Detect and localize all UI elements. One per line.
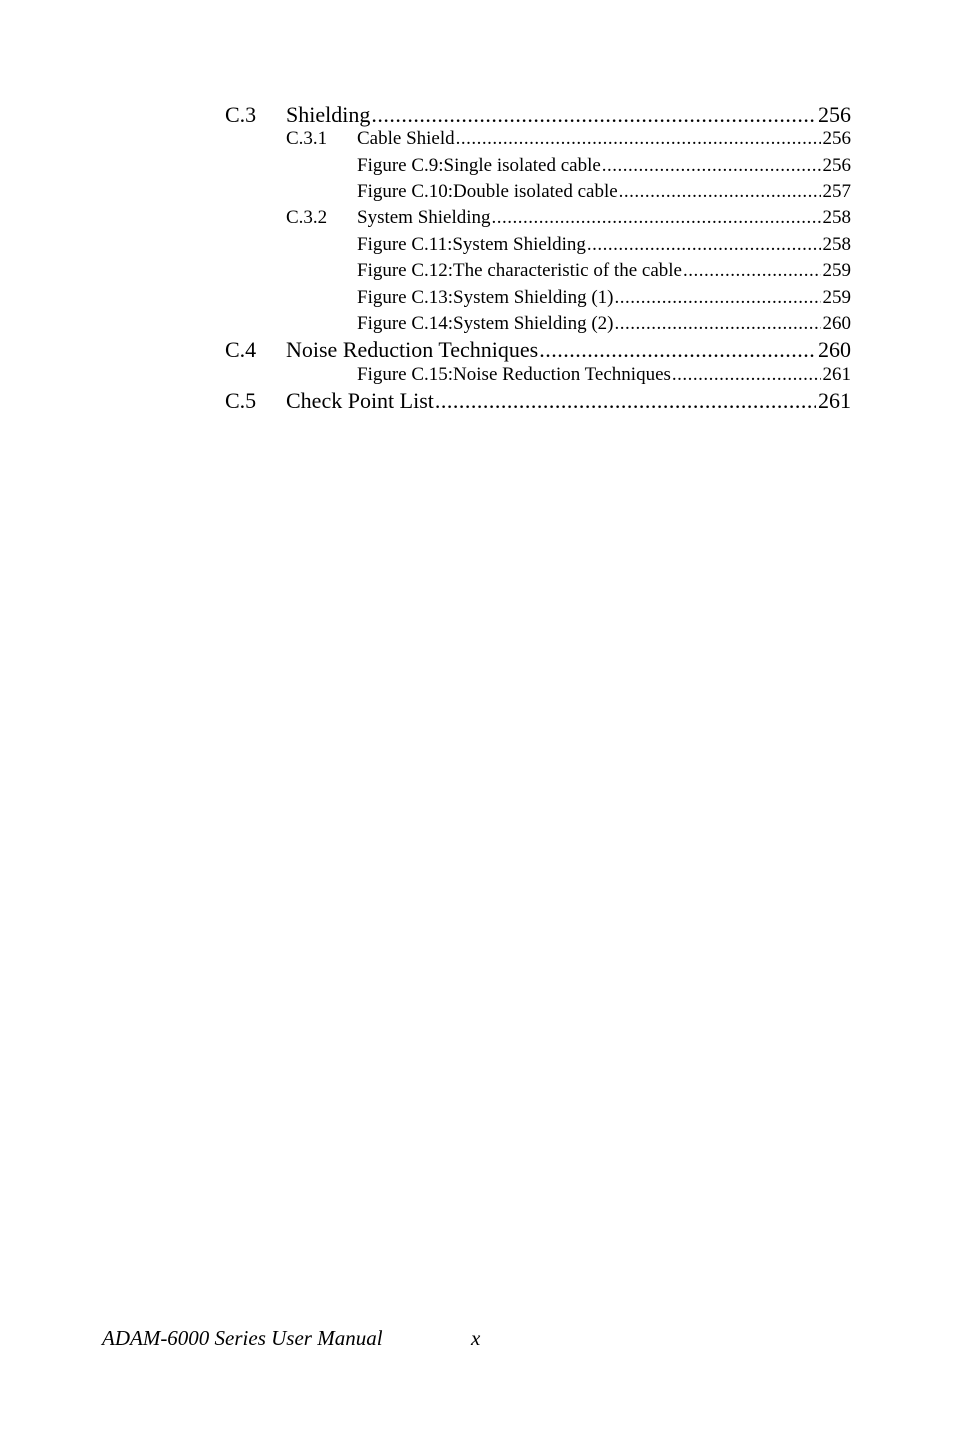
toc-entry-c4[interactable] bbox=[225, 339, 851, 361]
toc-entry-c3-2[interactable] bbox=[286, 208, 851, 227]
dot-leader bbox=[602, 156, 821, 175]
dot-leader bbox=[371, 104, 816, 126]
toc-entry-page: 259 bbox=[822, 287, 851, 308]
dot-leader bbox=[539, 339, 816, 361]
toc-entry-title: Figure C.10:Double isolated cable bbox=[357, 181, 618, 202]
toc-entry-c3[interactable] bbox=[225, 104, 851, 126]
toc-entry-page: 258 bbox=[822, 234, 851, 255]
dot-leader bbox=[615, 314, 821, 333]
toc-entry-page: 260 bbox=[822, 313, 851, 334]
toc-entry-page: 260 bbox=[818, 337, 851, 362]
dot-leader bbox=[435, 390, 816, 412]
toc-entry-title: Figure C.11:System Shielding bbox=[357, 234, 586, 255]
dot-leader bbox=[615, 288, 821, 307]
toc-entry-figure-c13[interactable] bbox=[357, 288, 851, 307]
toc-entry-figure-c14[interactable] bbox=[357, 314, 851, 333]
dot-leader bbox=[672, 365, 821, 384]
toc-entry-number: C.3 bbox=[225, 102, 257, 127]
toc-entry-title: Noise Reduction Techniques bbox=[286, 337, 539, 362]
toc-entry-c5[interactable] bbox=[225, 390, 851, 412]
toc-entry-page: 259 bbox=[822, 260, 851, 281]
toc-entry-number: C.5 bbox=[225, 388, 257, 413]
toc-entry-title: Check Point List bbox=[286, 388, 434, 413]
toc-entry-title: Figure C.15:Noise Reduction Techniques bbox=[357, 364, 671, 385]
toc-entry-figure-c11[interactable] bbox=[357, 235, 851, 254]
toc-entry-title: Figure C.12:The characteristic of the cable bbox=[357, 260, 682, 281]
toc-entry-figure-c10[interactable] bbox=[357, 182, 851, 201]
toc-entry-page: 258 bbox=[822, 207, 851, 228]
toc-entry-page: 261 bbox=[818, 388, 851, 413]
dot-leader bbox=[587, 235, 821, 254]
dot-leader bbox=[492, 208, 821, 227]
toc-entry-number: C.3.2 bbox=[286, 207, 328, 228]
toc-entry-title: Shielding bbox=[286, 102, 371, 127]
toc-entry-title: System Shielding bbox=[357, 207, 491, 228]
dot-leader bbox=[456, 129, 821, 148]
dot-leader bbox=[683, 261, 821, 280]
toc-entry-figure-c12[interactable] bbox=[357, 261, 851, 280]
footer-page-number: x bbox=[471, 1326, 481, 1350]
toc-entry-figure-c15[interactable] bbox=[357, 365, 851, 384]
toc-entry-number: C.4 bbox=[225, 337, 257, 362]
dot-leader bbox=[619, 182, 821, 201]
toc-entry-title: Figure C.9:Single isolated cable bbox=[357, 155, 601, 176]
toc-entry-title: Figure C.14:System Shielding (2) bbox=[357, 313, 614, 334]
toc-entry-title: Figure C.13:System Shielding (1) bbox=[357, 287, 614, 308]
toc-entry-figure-c9[interactable] bbox=[357, 156, 851, 175]
toc-entry-number: C.3.1 bbox=[286, 128, 328, 149]
toc-entry-page: 256 bbox=[822, 155, 851, 176]
footer-manual-title: ADAM-6000 Series User Manual bbox=[102, 1326, 383, 1350]
toc-entry-page: 261 bbox=[822, 364, 851, 385]
toc-entry-page: 257 bbox=[822, 181, 851, 202]
toc-entry-page: 256 bbox=[818, 102, 851, 127]
toc-entry-page: 256 bbox=[822, 128, 851, 149]
toc-entry-title: Cable Shield bbox=[357, 128, 455, 149]
toc-entry-c3-1[interactable] bbox=[286, 129, 851, 148]
